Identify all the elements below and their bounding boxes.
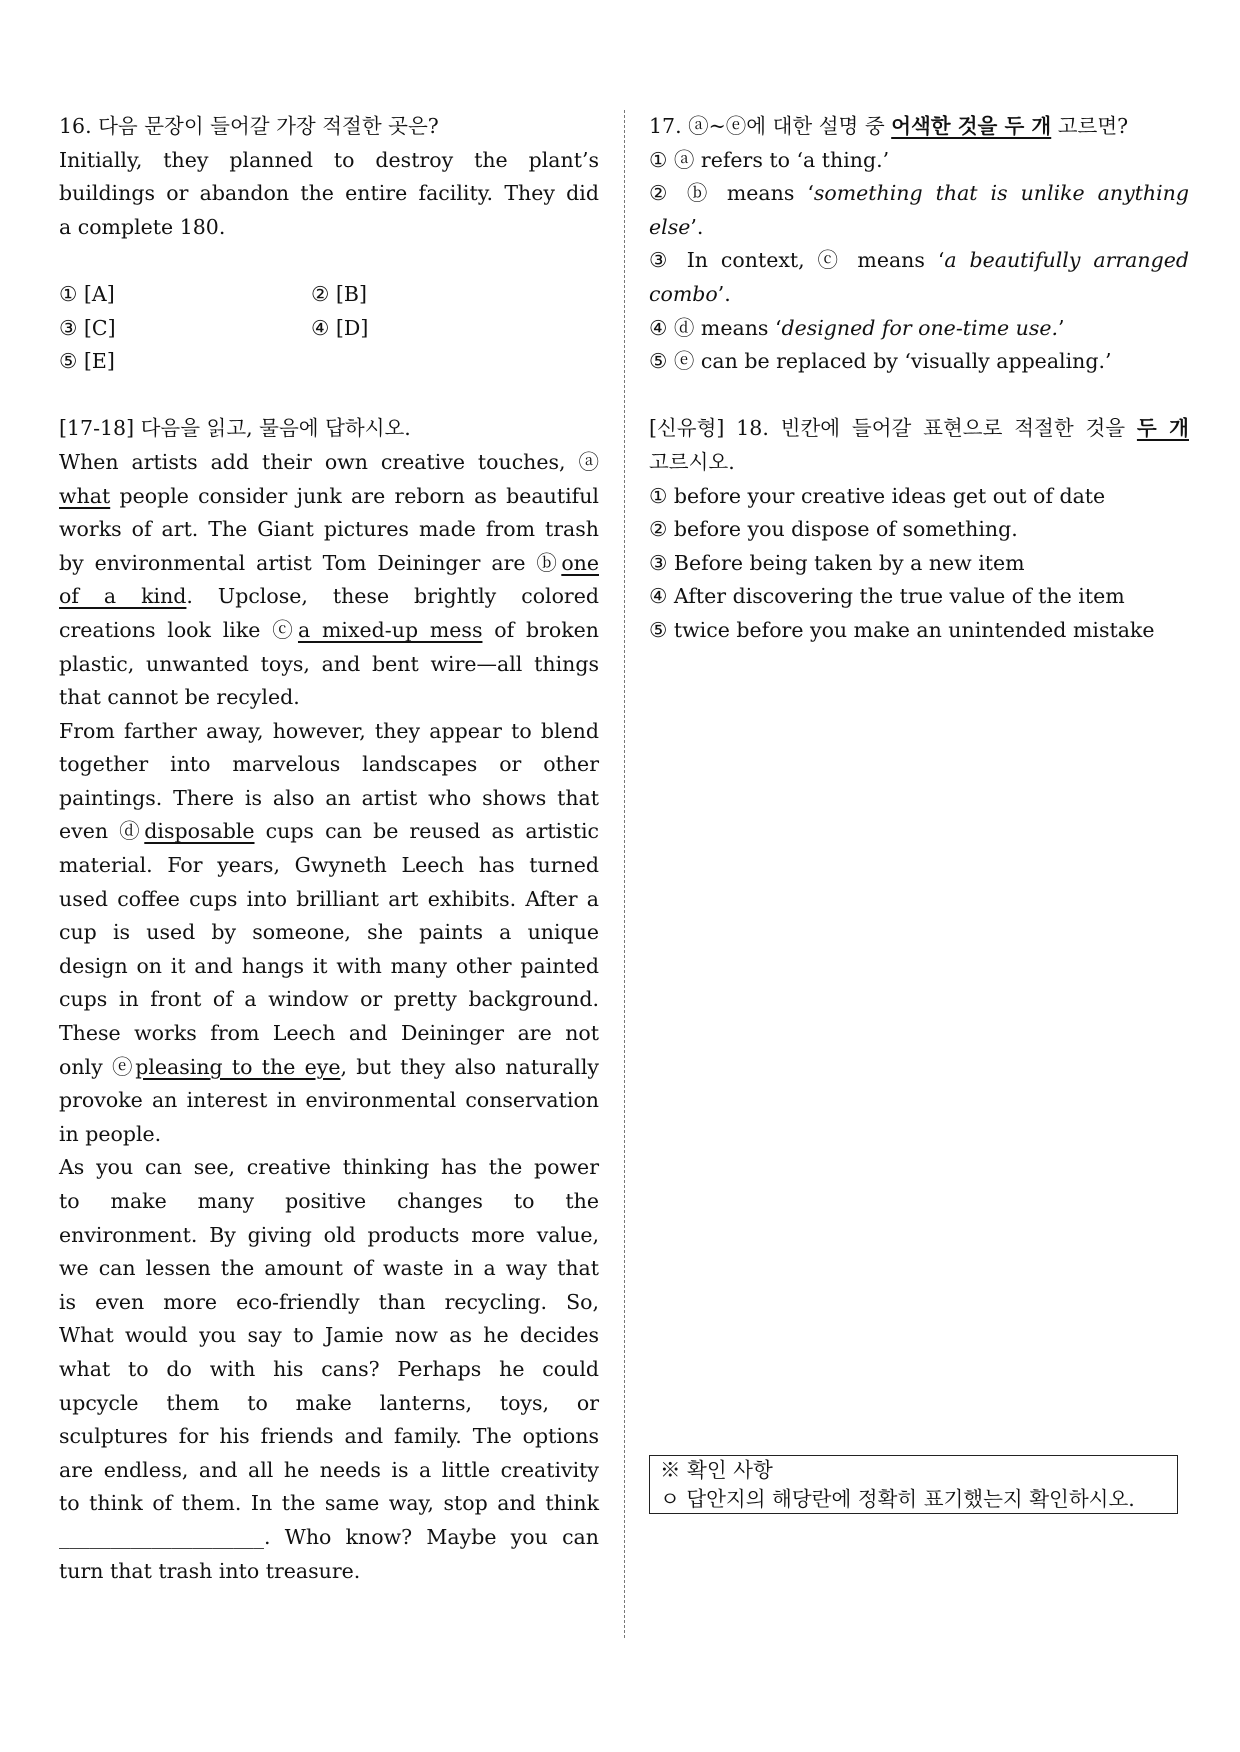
- q18-option: ④ After discovering the true value of the item: [649, 584, 1125, 609]
- passage-line: What would you say to Jamie now as he decides: [59, 1323, 599, 1348]
- q17-option: ① ⓐ refers to ‘a thing.’: [649, 147, 890, 172]
- passage-line: plastic, unwanted toys, and bent wire—all things: [59, 651, 599, 676]
- passage-line: These works from Leech and Deininger are not: [59, 1021, 599, 1046]
- q17-option: ③ In context, ⓒ means ‘a beautifully arranged: [649, 248, 1189, 273]
- q18-option: ① before your creative ideas get out of date: [649, 483, 1106, 508]
- passage-line: is even more eco-friendly than recycling. So,: [59, 1289, 599, 1314]
- passage-line: ____________________. Who know? Maybe you can: [59, 1524, 599, 1549]
- passage-line: turn that trash into treasure.: [59, 1558, 361, 1583]
- passage-line: that cannot be recyled.: [59, 685, 300, 710]
- q16-passage-line: a complete 180.: [59, 214, 226, 239]
- q18-option: ② before you dispose of something.: [649, 517, 1018, 542]
- q17-option: ② ⓑ means ‘something that is unlike anything: [649, 181, 1189, 206]
- notice-box: [649, 1455, 1178, 1514]
- passage-line: what people consider junk are reborn as beautiful: [59, 483, 599, 508]
- q16-passage-line: Initially, they planned to destroy the plant’s: [59, 147, 599, 172]
- passage-line: in people.: [59, 1121, 162, 1146]
- emphasis-underline: 어색한 것을 두 개: [891, 114, 1052, 138]
- notice-heading: ※ 확인 사항: [660, 1458, 773, 1482]
- emphasis-underline: 두 개: [1136, 416, 1189, 441]
- passage-line: we can lessen the amount of waste in a way that: [59, 1256, 599, 1281]
- q16-option: ⑤ [E]: [59, 349, 115, 374]
- notice-item: ㅇ 답안지의 해당란에 정확히 표기했는지 확인하시오.: [660, 1487, 1135, 1511]
- passage-line: upcycle them to make lanterns, toys, or: [59, 1390, 599, 1415]
- underlined-a: what: [59, 483, 111, 508]
- passage-line: cups in front of a window or pretty background.: [59, 987, 599, 1012]
- q16-title: 16. 다음 문장이 들어갈 가장 적절한 곳은?: [59, 114, 439, 138]
- passage-line: environment. By giving old products more value,: [59, 1222, 599, 1247]
- passage-line: what to do with his cans? Perhaps he could: [59, 1356, 599, 1381]
- passage-line: to think of them. In the same way, stop and think: [59, 1491, 599, 1516]
- q16-option: ③ [C]: [59, 315, 116, 340]
- passage-line: used coffee cups into brilliant art exhibits. After a: [59, 886, 599, 911]
- passage-line: design on it and hangs it with many other painted: [59, 953, 599, 978]
- passage-line: cup is used by someone, she paints a unique: [59, 920, 599, 945]
- reading-passage: [59, 446, 599, 1588]
- q17-option-cont: combo’.: [649, 281, 731, 306]
- underlined-c: a mixed-up mess: [297, 617, 483, 642]
- passage-line: As you can see, creative thinking has the power: [59, 1155, 599, 1180]
- passage-line: of a kind. Upclose, these brightly colored: [59, 584, 599, 609]
- underlined-e: pleasing to the eye: [135, 1054, 341, 1079]
- q17-title: 17. ⓐ~ⓔ에 대한 설명 중 어색한 것을 두 개 고르면?: [649, 114, 1129, 138]
- q16-options-row: [59, 278, 599, 312]
- q16-option: ① [A]: [59, 281, 115, 306]
- passage-line: When artists add their own creative touches, ⓐ: [59, 449, 599, 474]
- passage-line: are endless, and all he needs is a little creativity: [59, 1457, 599, 1482]
- right-column: [649, 110, 1189, 648]
- passage-line: works of art. The Giant pictures made from trash: [59, 517, 599, 542]
- q16-option: ② [B]: [311, 281, 367, 306]
- passage-line: by environmental artist Tom Deininger are ⓑone: [59, 550, 599, 575]
- passage-line: provoke an interest in environmental conservation: [59, 1088, 599, 1113]
- q16-options-row: [59, 312, 599, 346]
- column-divider: [624, 110, 625, 1638]
- passage-line: together into marvelous landscapes or other: [59, 752, 599, 777]
- q17-option: ④ ⓓ means ‘designed for one-time use.’: [649, 315, 1065, 340]
- underlined-b: of a kind: [59, 584, 187, 609]
- q16-option: ④ [D]: [311, 315, 369, 340]
- q18-title-cont: 고르시오.: [649, 449, 735, 474]
- passage-line: material. For years, Gwyneth Leech has turned: [59, 853, 599, 878]
- q17-option-cont: else’.: [649, 214, 704, 239]
- q18-option: ③ Before being taken by a new item: [649, 550, 1025, 575]
- passage-line: to make many positive changes to the: [59, 1189, 599, 1213]
- q18-title: [신유형] 18. 빈칸에 들어갈 표현으로 적절한 것을 두 개: [649, 416, 1189, 441]
- passage-line: even ⓓdisposable cups can be reused as artistic: [59, 819, 599, 844]
- underlined-d: disposable: [144, 819, 255, 844]
- left-column: [59, 110, 599, 1588]
- q17-option: ⑤ ⓔ can be replaced by ‘visually appealing.’: [649, 349, 1112, 374]
- passage-line: paintings. There is also an artist who shows that: [59, 785, 599, 810]
- underlined-b: one: [561, 550, 599, 575]
- q17-18-title: [17-18] 다음을 읽고, 물음에 답하시오.: [59, 416, 411, 441]
- q16-options-row: [59, 345, 599, 379]
- passage-line: only ⓔpleasing to the eye, but they also naturally: [59, 1054, 600, 1079]
- q18-option: ⑤ twice before you make an unintended mistake: [649, 617, 1155, 642]
- passage-line: From farther away, however, they appear to blend: [59, 718, 599, 743]
- passage-line: creations look like ⓒa mixed-up mess of broken: [59, 617, 600, 642]
- passage-line: sculptures for his friends and family. The options: [59, 1424, 599, 1449]
- q16-passage-line: buildings or abandon the entire facility. They did: [59, 181, 599, 206]
